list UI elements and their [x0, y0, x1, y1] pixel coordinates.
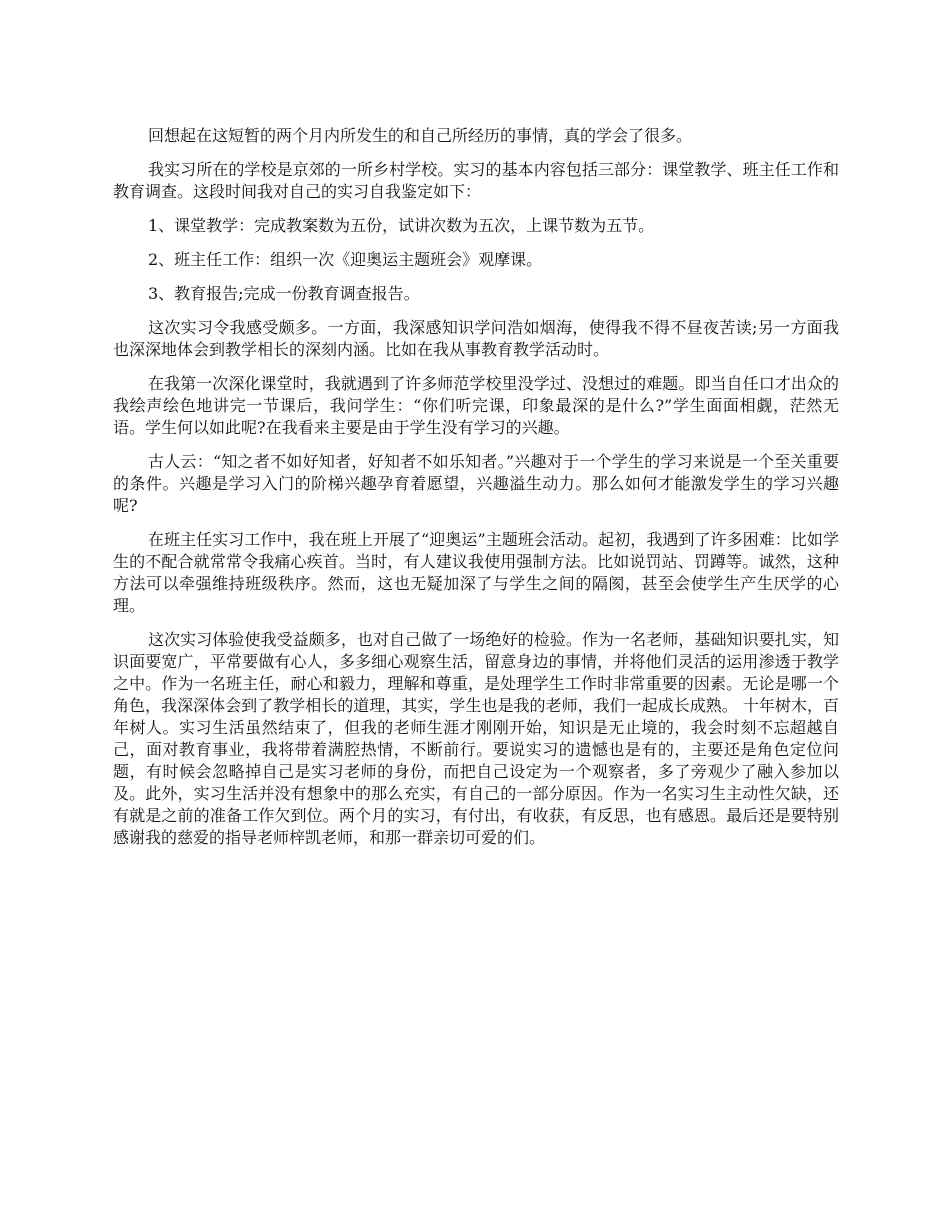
paragraph-interest: 古人云：“知之者不如好知者，好知者不如乐知者。”兴趣对于一个学生的学习来说是一个至关重要的条件。兴趣是学习入门的阶梯兴趣孕育着愿望，兴趣溢生动力。那么如何才能激发学生的学习兴趣呢? [113, 452, 839, 515]
paragraph-school: 我实习所在的学校是京郊的一所乡村学校。实习的基本内容包括三部分：课堂教学、班主任工作和教育调查。这段时间我对自己的实习自我鉴定如下： [113, 160, 839, 201]
paragraph-feelings: 这次实习令我感受颇多。一方面，我深感知识学问浩如烟海，使得我不得不昼夜苦读;另一方面我也深深地体会到教学相长的深刻内涵。比如在我从事教育教学活动时。 [113, 318, 839, 359]
paragraph-item-teaching: 1、课堂教学：完成教案数为五份，试讲次数为五次，上课节数为五节。 [148, 216, 655, 235]
paragraph-intro: 回想起在这短暂的两个月内所发生的和自己所经历的事情，真的学会了很多。 [148, 126, 693, 145]
paragraph-conclusion: 这次实习体验使我受益颇多，也对自己做了一场绝好的检验。作为一名老师，基础知识要扎实，知识面要宽广，平常要做有心人，多多细心观察生活，留意身边的事情，并将他们灵活的运用渗透于教学之中。作为一名班主任，耐心和毅力，理解和尊重，是处理学生工作时非常重要的因素。无论是哪一个角色，我深深体会到了教学相长的道理，其实，学生也是我的老师，我们一起成长成熟。 十年树木，百年树人。实习生活虽然结束了，但我的老师生涯才刚刚开始，知识是无止境的，我会时刻不忘超越自己，面对教育事业，我将带着满腔热情，不断前行。要说实习的遗憾也是有的，主要还是角色定位问题，有时候会忽略掉自己是实习老师的身份，而把自己设定为一个观察者，多了旁观少了融入参加以及。此外，实习生活并没有想象中的那么充实，有自己的一部分原因。作为一名实习生主动性欠缺，还有就是之前的准备工作欠到位。两个月的实习，有付出，有收获，有反思，也有感恩。最后还是要特别感谢我的慈爱的指导老师梓凯老师，和那一群亲切可爱的们。 [113, 630, 839, 847]
document-body [113, 125, 839, 861]
paragraph-item-homeroom: 2、班主任工作：组织一次《迎奥运主题班会》观摩课。 [148, 250, 543, 269]
paragraph-first-class: 在我第一次深化课堂时，我就遇到了许多师范学校里没学过、没想过的难题。即当自任口才出众的我绘声绘色地讲完一节课后，我问学生：“你们听完课，印象最深的是什么?”学生面面相觑，茫然无语。学生何以如此呢?在我看来主要是由于学生没有学习的兴趣。 [113, 374, 839, 437]
paragraph-item-report: 3、教育报告;完成一份教育调查报告。 [148, 284, 420, 303]
paragraph-class-meeting: 在班主任实习工作中，我在班上开展了“迎奥运”主题班会活动。起初，我遇到了许多困难：比如学生的不配合就常常令我痛心疾首。当时，有人建议我使用强制方法。比如说罚站、罚蹲等。诚然，这种方法可以牵强维持班级秩序。然而，这也无疑加深了与学生之间的隔阂，甚至会使学生产生厌学的心理。 [113, 530, 839, 615]
